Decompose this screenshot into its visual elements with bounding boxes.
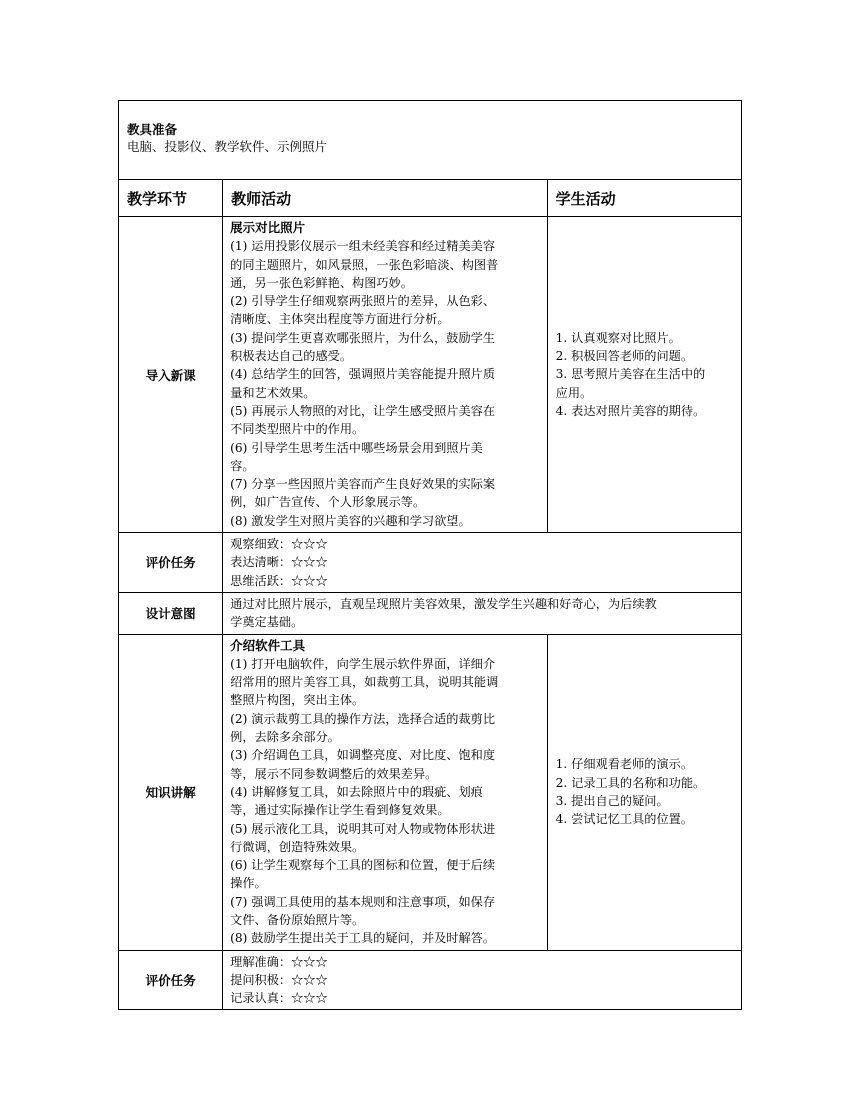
text-line: 2. 记录工具的名称和功能。: [555, 775, 706, 790]
text-line: 清晰度、主体突出程度等方面进行分析。: [230, 312, 450, 327]
text-line: 操作。: [230, 876, 267, 891]
student-lines-intro: [556, 329, 736, 420]
text-line: (7) 分享一些因照片美容而产生良好效果的实际案: [230, 477, 496, 492]
text-line: (5) 展示液化工具，说明其可对人物或物体形状进: [230, 821, 496, 836]
text-line: (3) 提问学生更喜欢哪张照片，为什么，鼓励学生: [230, 330, 496, 345]
text-line: 积极表达自己的感受。: [230, 349, 353, 364]
text-line: 1. 认真观察对比照片。: [555, 330, 681, 345]
text-line: (6) 让学生观察每个工具的图标和位置，便于后续: [230, 858, 496, 873]
text-line: (1) 打开电脑软件，向学生展示软件界面，详细介: [230, 656, 496, 671]
lesson-plan-page: [118, 100, 742, 1010]
text-line: 4. 尝试记忆工具的位置。: [555, 812, 694, 827]
text-line: (3) 介绍调色工具，如调整亮度、对比度、饱和度: [230, 748, 496, 763]
stage-design: 设计意图: [119, 592, 223, 634]
text-line: 表达清晰：☆☆☆: [230, 555, 328, 570]
section1-row: [119, 217, 742, 533]
student-lines-knowledge: [556, 755, 736, 828]
stage-intro: 导入新课: [119, 217, 223, 533]
text-line: 应用。: [555, 385, 593, 400]
design-row: [119, 592, 742, 634]
text-line: 3. 思考照片美容在生活中的: [555, 367, 706, 382]
lesson-plan-table: [118, 100, 742, 1010]
text-line: 文件、备份原始照片等。: [230, 912, 365, 927]
text-line: (5) 再展示人物照的对比，让学生感受照片美容在: [230, 403, 496, 418]
text-line: 不同类型照片中的作用。: [230, 422, 365, 437]
text-line: (7) 强调工具使用的基本规则和注意事项，如保存: [230, 894, 496, 909]
text-line: (2) 演示裁剪工具的操作方法，选择合适的裁剪比: [230, 711, 496, 726]
text-line: 行微调，创造特殊效果。: [230, 839, 365, 854]
design-content: [223, 592, 742, 634]
text-line: (2) 引导学生仔细观察两张照片的差异，从色彩、: [230, 294, 496, 309]
eval1-row: [119, 533, 742, 593]
teacher-lines-intro: [230, 237, 542, 530]
prep-title: 教具准备: [127, 122, 178, 137]
eval1-lines: [230, 535, 736, 590]
text-line: 观察细致：☆☆☆: [230, 537, 328, 552]
section2-row: [119, 634, 742, 950]
eval2-lines: [230, 953, 736, 1008]
eval2-content: [223, 950, 742, 1010]
text-line: 的同主题照片，如风景照，一张色彩暗淡、构图普: [230, 257, 499, 272]
text-line: 提问积极：☆☆☆: [230, 972, 328, 987]
text-line: (8) 鼓励学生提出关于工具的疑问，并及时解答。: [230, 931, 496, 946]
student-activity-intro: [547, 217, 741, 533]
text-line: 量和艺术效果。: [230, 385, 316, 400]
text-line: 绍常用的照片美容工具，如裁剪工具，说明其能调: [230, 675, 499, 690]
text-line: (4) 总结学生的回答，强调照片美容能提升照片质: [230, 367, 496, 382]
stage-knowledge: 知识讲解: [119, 634, 223, 950]
text-line: 记录认真：☆☆☆: [230, 991, 328, 1006]
text-line: 理解准确：☆☆☆: [230, 954, 328, 969]
prep-row: [119, 101, 742, 180]
text-line: 3. 提出自己的疑问。: [555, 794, 669, 809]
eval1-content: [223, 533, 742, 593]
teacher-heading-intro: 展示对比照片: [230, 220, 306, 235]
teacher-lines-knowledge: [230, 655, 542, 948]
text-line: 通，另一张色彩鲜艳、构图巧妙。: [230, 275, 413, 290]
text-line: 等，展示不同参数调整后的效果差异。: [230, 766, 438, 781]
text-line: 2. 积极回答老师的问题。: [555, 349, 694, 364]
text-line: 例，如广告宣传、个人形象展示等。: [230, 495, 426, 510]
stage-eval2: 评价任务: [119, 950, 223, 1010]
header-student: 学生活动: [547, 180, 741, 217]
header-row: [119, 180, 742, 217]
prep-cell: [119, 101, 742, 180]
teacher-heading-knowledge: 介绍软件工具: [230, 637, 306, 653]
text-line: 思维活跃：☆☆☆: [230, 573, 328, 588]
stage-eval1: 评价任务: [119, 533, 223, 593]
header-stage: 教学环节: [119, 180, 223, 217]
text-line: (1) 运用投影仪展示一组未经美容和经过精美美容: [230, 239, 496, 254]
header-teacher: 教师活动: [223, 180, 548, 217]
text-line: 整照片构图，突出主体。: [230, 693, 365, 708]
teacher-activity-knowledge: [223, 634, 548, 950]
text-line: (4) 讲解修复工具，如去除照片中的瑕疵、划痕: [230, 784, 483, 799]
eval2-row: [119, 950, 742, 1010]
teacher-activity-intro: [223, 217, 548, 533]
text-line: 例，去除多余部分。: [230, 730, 340, 745]
text-line: (6) 引导学生思考生活中哪些场景会用到照片美: [230, 440, 483, 455]
text-line: 4. 表达对照片美容的期待。: [555, 403, 706, 418]
text-line: 学奠定基础。: [230, 615, 304, 630]
text-line: 1. 仔细观看老师的演示。: [555, 757, 694, 772]
text-line: (8) 激发学生对照片美容的兴趣和学习欲望。: [230, 513, 471, 528]
text-line: 通过对比照片展示，直观呈现照片美容效果，激发学生兴趣和好奇心，为后续教: [230, 596, 657, 611]
text-line: 容。: [230, 458, 255, 473]
student-activity-knowledge: [547, 634, 741, 950]
prep-items: 电脑、投影仪、教学软件、示例照片: [127, 139, 328, 154]
text-line: 等，通过实际操作让学生看到修复效果。: [230, 803, 450, 818]
design-lines: [230, 595, 736, 632]
